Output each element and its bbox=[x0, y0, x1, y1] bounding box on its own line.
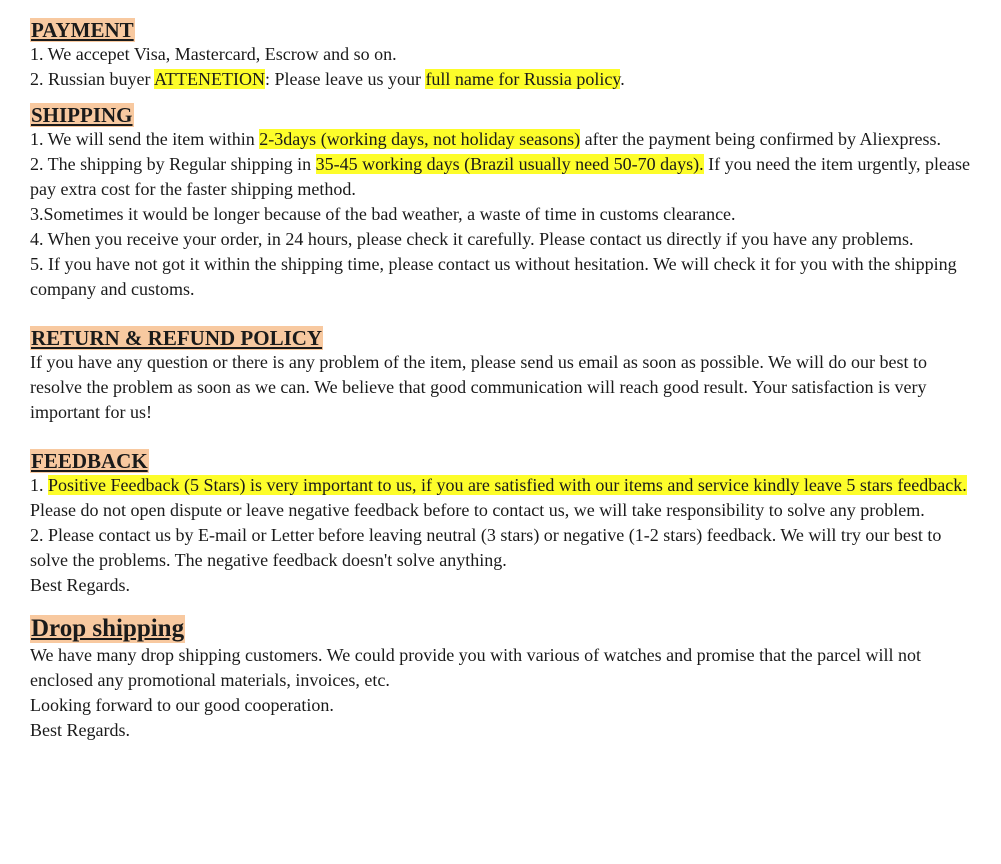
shipping-item-3: 3.Sometimes it would be longer because of the bad weather, a waste of time in customs clearance. bbox=[30, 204, 736, 224]
shipping-section bbox=[30, 103, 975, 302]
drop-shipping-heading: Drop shipping bbox=[31, 615, 185, 642]
payment-section bbox=[30, 18, 975, 92]
attention-highlight: ATTENETION bbox=[154, 69, 265, 89]
payment-line-1: 1. We accepet Visa, Mastercard, Escrow and so on. bbox=[30, 44, 397, 64]
refund-text: If you have any question or there is any problem of the item, please send us email as soon as possible. We will do our best to resolve the problem as soon as we can. We believe that good communication will reach good result. Your satisfaction is very important for us! bbox=[30, 352, 928, 422]
feedback-item-1 bbox=[30, 473, 975, 523]
drop-shipping-section bbox=[30, 615, 975, 743]
drop-shipping-closing: Best Regards. bbox=[30, 720, 130, 740]
feedback-section bbox=[30, 449, 975, 598]
dispatch-time-highlight: 2-3days (working days, not holiday seasons) bbox=[259, 129, 581, 149]
shipping-item-1 bbox=[30, 127, 975, 152]
russia-policy-highlight: full name for Russia policy bbox=[425, 69, 621, 89]
feedback-item-2: 2. Please contact us by E-mail or Letter before leaving neutral (3 stars) or negative (1-2 stars) feedback. We will try our best to solve the problems. The negative feedback doesn't solve anything. bbox=[30, 525, 942, 570]
payment-line-2-text-e: . bbox=[620, 69, 625, 89]
drop-shipping-cooperation: Looking forward to our good cooperation. bbox=[30, 695, 334, 715]
shipping-item-2-text-c: If you need the item urgently, please pay extra cost for the faster shipping method. bbox=[30, 154, 970, 199]
shipping-item-2-text-a: 2. The shipping by Regular shipping in bbox=[30, 154, 316, 174]
shipping-item-1-text-c: after the payment being confirmed by Aliexpress. bbox=[580, 129, 942, 149]
policy-document bbox=[30, 18, 975, 743]
payment-line-2-text-a: 2. Russian buyer bbox=[30, 69, 154, 89]
payment-heading: PAYMENT bbox=[31, 18, 134, 42]
shipping-item-4: 4. When you receive your order, in 24 hours, please check it carefully. Please contact us directly if you have any problems. bbox=[30, 229, 914, 249]
feedback-item-1-text-c: Please do not open dispute or leave negative feedback before to contact us, we will take responsibility to solve any problem. bbox=[30, 500, 925, 520]
shipping-item-2 bbox=[30, 152, 975, 202]
positive-feedback-highlight: Positive Feedback (5 Stars) is very important to us, if you are satisfied with our items and service kindly leave 5 stars feedback. bbox=[48, 475, 967, 495]
payment-line-2 bbox=[30, 67, 975, 92]
refund-section bbox=[30, 326, 975, 425]
refund-heading: RETURN & REFUND POLICY bbox=[31, 326, 323, 350]
payment-line-2-text-c: : Please leave us your bbox=[264, 69, 426, 89]
delivery-time-highlight: 35-45 working days (Brazil usually need 50-70 days). bbox=[315, 154, 704, 174]
feedback-item-1-text-a: 1. bbox=[30, 475, 48, 495]
feedback-closing: Best Regards. bbox=[30, 575, 130, 595]
drop-shipping-text: We have many drop shipping customers. We could provide you with various of watches and promise that the parcel will not enclosed any promotional materials, invoices, etc. bbox=[30, 645, 922, 690]
shipping-item-1-text-a: 1. We will send the item within bbox=[30, 129, 260, 149]
shipping-heading: SHIPPING bbox=[31, 103, 133, 127]
feedback-heading: FEEDBACK bbox=[31, 449, 148, 473]
shipping-item-5: 5. If you have not got it within the shipping time, please contact us without hesitation. We will check it for you with the shipping company and customs. bbox=[30, 254, 957, 299]
